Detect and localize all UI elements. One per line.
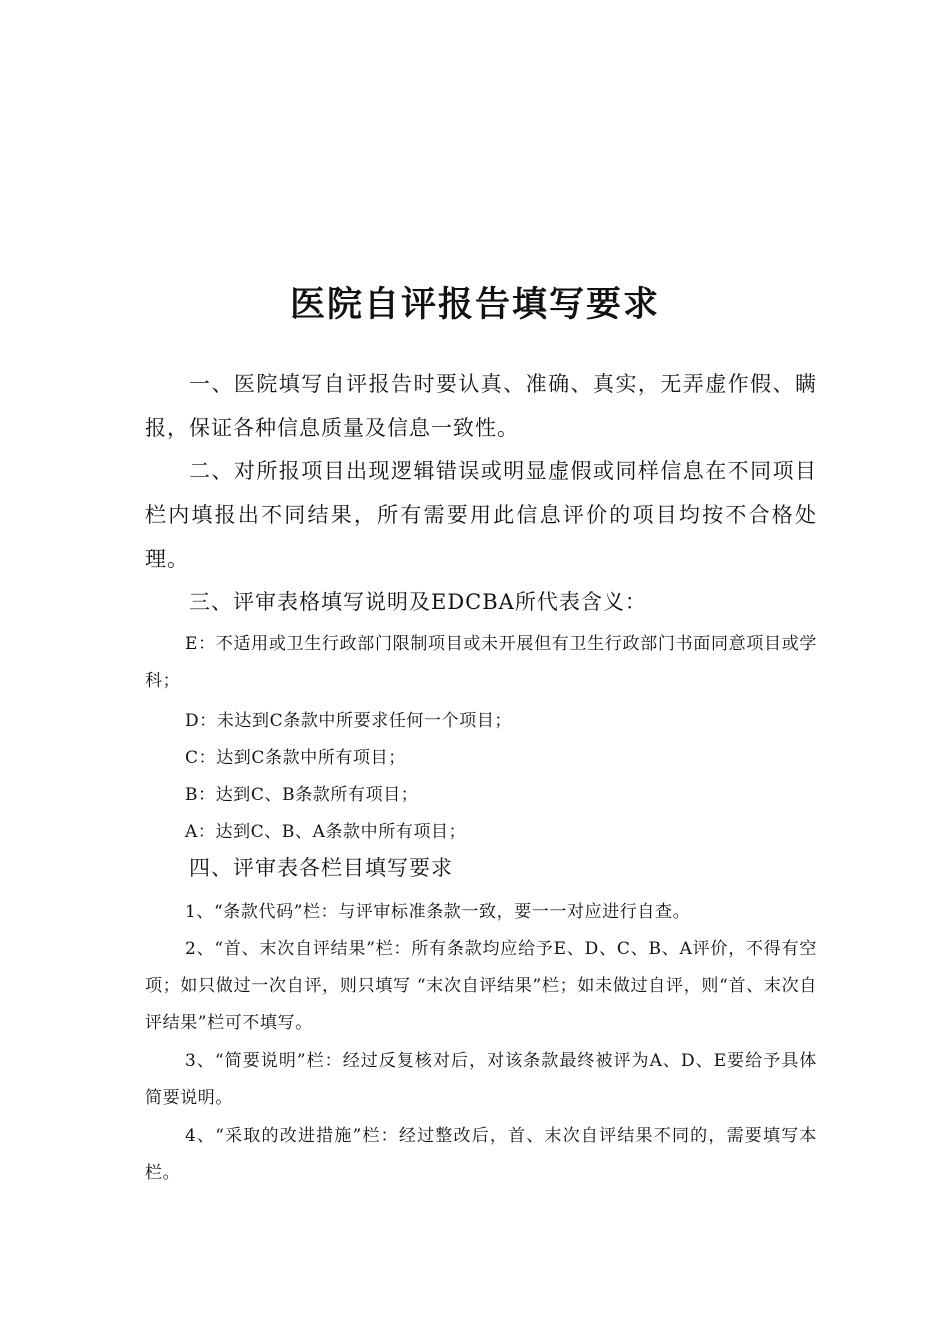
grade-b-definition: B：达到C、B条款所有项目； [185,785,419,805]
grade-d-definition: D：未达到C条款中所要求任何一个项目； [185,711,513,731]
item-1-paragraph: 1、“条款代码”栏：与评审标准条款一致，要一一对应进行自查。 [185,902,691,922]
section-1-paragraph: 一、医院填写自评报告时要认真、准确、真实，无弄虚作假、瞒报，保证各种信息质量及信息一致性。 [145,372,817,440]
section-3-heading: 三、评审表格填写说明及EDCBA所代表含义： [189,590,647,614]
grade-a-definition: A：达到C、B、A条款中所有项目； [185,822,467,842]
page-title: 医院自评报告填写要求 [289,284,660,325]
section-2-paragraph: 二、对所报项目出现逻辑错误或明显虚假或同样信息在不同项目栏内填报出不同结果，所有需要用此信息评价的项目均按不合格处理。 [145,459,817,571]
grade-e-definition: E：不适用或卫生行政部门限制项目或未开展但有卫生行政部门书面同意项目或学科； [145,634,817,691]
grade-c-definition: C：达到C条款中所有项目； [185,748,406,768]
item-4-paragraph: 4、“采取的改进措施”栏：经过整改后，首、末次自评结果不同的，需要填写本栏。 [145,1126,817,1183]
item-3-paragraph: 3、“简要说明”栏：经过反复核对后，对该条款最终被评为A、D、E要给予具体简要说明。 [145,1051,817,1108]
section-4-heading: 四、评审表各栏目填写要求 [189,856,453,880]
item-2-paragraph: 2、“首、末次自评结果”栏：所有条款均应给予E、D、C、B、A评价，不得有空项；如只做过一次自评，则只填写 “末次自评结果”栏；如未做过自评，则“首、末次自评结果”栏可不填写。 [145,939,817,1033]
